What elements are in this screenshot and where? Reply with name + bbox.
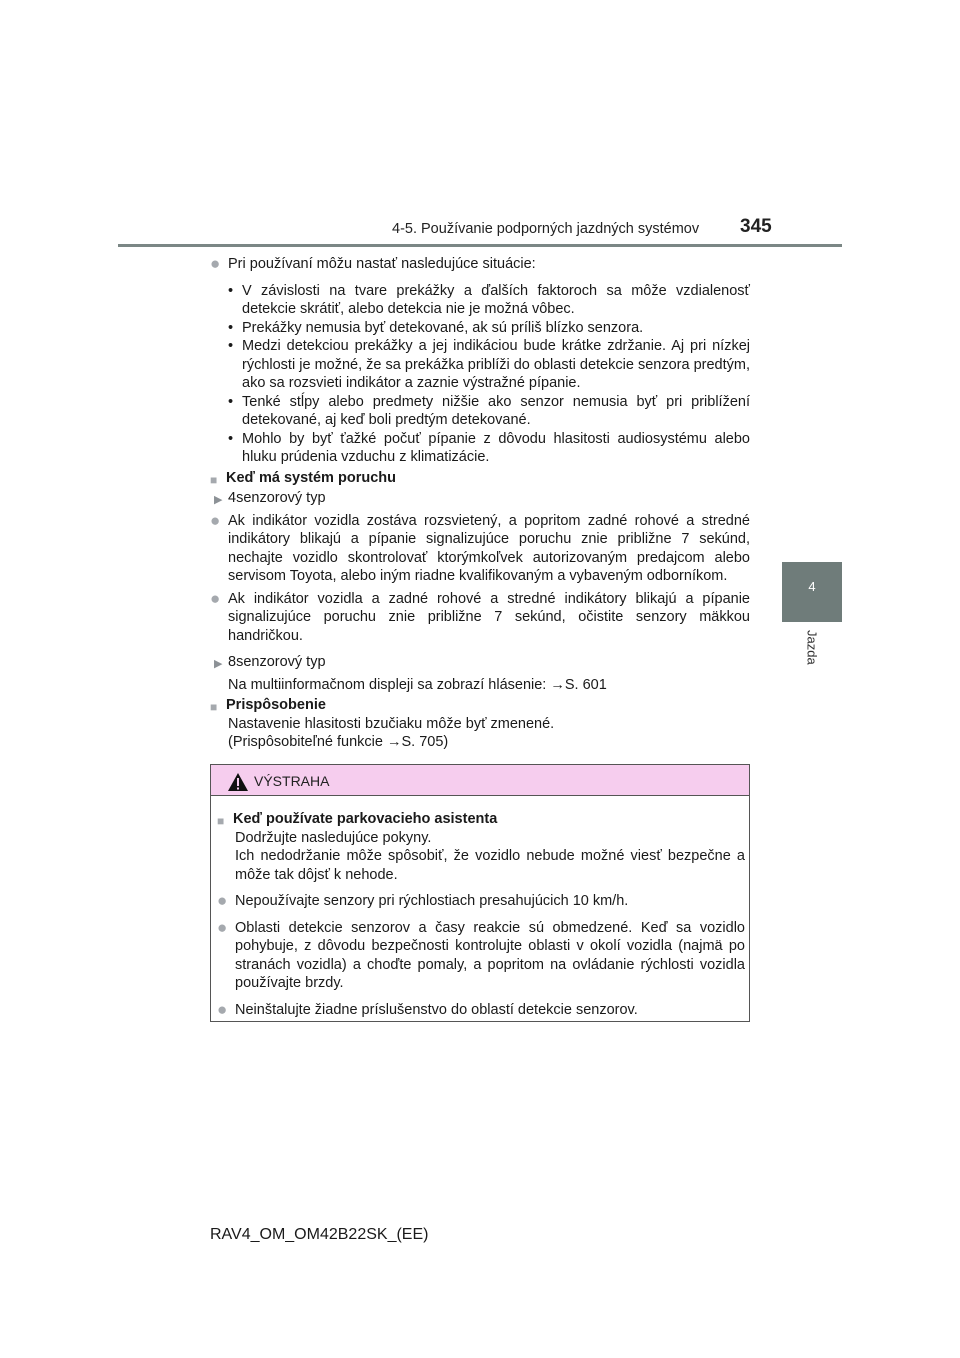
square-bullet-icon: ■ — [217, 814, 225, 828]
warning-box — [210, 764, 750, 1022]
bullet-circle-icon: ● — [210, 588, 221, 608]
warning-item: ● Neinštalujte žiadne príslušenstvo do oblastí detekcie senzorov. — [217, 999, 638, 1019]
bullet-circle-icon: ● — [217, 999, 228, 1019]
intro-item — [210, 255, 750, 274]
bullet-circle-icon: ● — [210, 510, 221, 530]
warning-line: Dodržujte nasledujúce pokyny. — [235, 829, 432, 846]
chapter-tab — [782, 562, 842, 622]
bullet-circle-icon: ● — [217, 917, 228, 937]
intro-bullet: • Tenké stĺpy alebo predmety nižšie ako senzor nemusia byť pri priblížení detekované, aj keď boli predtým detekované. — [228, 393, 750, 428]
warning-heading: ■ Keď používate parkovacieho asistenta — [217, 810, 745, 829]
type-4-sensor: ▶ 4senzorový typ — [210, 489, 750, 508]
main-content — [210, 255, 750, 752]
customization-line: (Prispôsobiteľné funkcie →S. 705) — [228, 734, 449, 750]
header-rule — [118, 244, 842, 247]
malfunction-item: ● Ak indikátor vozidla zostáva rozsvietený, a popritom zadné rohové a stredné indikátory blikajú a pípanie signalizujúce poruchu znie približne 7 sekúnd, nechajte vozidlo skontrolovať ktorýmkoľvek autorizovaným predajcom alebo servisom Toyota, alebo iným riadne kvalifikovaným a vybaveným odborníkom. — [210, 510, 750, 584]
display-message: Na multiinformačnom displeji sa zobrazí hlásenie: →S. 601 — [228, 676, 607, 693]
intro-bullet: • Prekážky nemusia byť detekované, ak sú príliš blízko senzora. — [228, 319, 644, 336]
customization-line: Nastavenie hlasitosti bzučiaku môže byť zmenené. — [228, 715, 555, 732]
malfunction-heading: ■ Keď má systém poruchu — [210, 469, 750, 488]
square-bullet-icon: ■ — [210, 700, 218, 714]
intro-bullet: • Mohlo by byť ťažké počuť pípanie z dôvodu hlasitosti audiosystému alebo hluku prúdenia vzduchu z klimatizácie. — [228, 430, 750, 465]
page-number: 345 — [740, 216, 772, 237]
chapter-number: 4 — [808, 579, 816, 594]
section-title: 4-5. Používanie podporných jazdných systémov — [392, 221, 700, 237]
customization-heading: ■ Prispôsobenie — [210, 696, 750, 715]
chapter-label: Jazda — [804, 630, 820, 665]
intro-bullet: • Medzi detekciou prekážky a jej indikáciou bude krátke zdržanie. Aj pri nízkej rýchlosti je možné, že sa prekážka priblíži do oblasti detekcie senzora predtým, ako sa rozsvieti indikátor a zaznie výstražné pípanie. — [228, 338, 750, 391]
malfunction-item: ● Ak indikátor vozidla a zadné rohové a stredné indikátory blikajú a pípanie signalizujúce poruchu znie približne 7 sekúnd, očistite senzory mäkkou handričkou. — [210, 588, 750, 644]
warning-line: Ich nedodržanie môže spôsobiť, že vozidlo nebude možné viesť bezpečne a môže tak dôjsť k nehode. — [235, 848, 745, 883]
arrow-right-icon: ▶ — [214, 494, 223, 506]
warning-body — [211, 796, 749, 1019]
arrow-right-icon: ▶ — [214, 658, 223, 670]
warning-item: ● Oblasti detekcie senzorov a časy reakcie sú obmedzené. Keď sa vozidlo pohybuje, z dôvodu bezpečnosti kontrolujte oblasti v okolí vozidla (najmä po stranách vozidla) a choďte pomaly, a popritom na ovládanie rýchlosti vozidla používajte brzdy. — [217, 917, 745, 991]
bullet-circle-icon: ● — [210, 254, 221, 273]
square-bullet-icon: ■ — [210, 472, 218, 487]
type-8-sensor: ▶ 8senzorový typ — [210, 653, 750, 672]
warning-header — [211, 765, 749, 796]
warning-triangle-icon — [227, 772, 249, 792]
warning-title: VÝSTRAHA — [254, 773, 330, 789]
bullet-circle-icon: ● — [217, 891, 228, 910]
document-code: RAV4_OM_OM42B22SK_(EE) — [210, 1226, 429, 1243]
warning-item: ● Nepoužívajte senzory pri rýchlostiach presahujúcich 10 km/h. — [217, 891, 629, 910]
intro-text: Pri používaní môžu nastať nasledujúce situácie: — [228, 256, 536, 272]
intro-bullet: • V závislosti na tvare prekážky a ďalších faktoroch sa môže vzdialenosť detekcie skrátiť, alebo detekcia nie je možná vôbec. — [228, 282, 750, 317]
